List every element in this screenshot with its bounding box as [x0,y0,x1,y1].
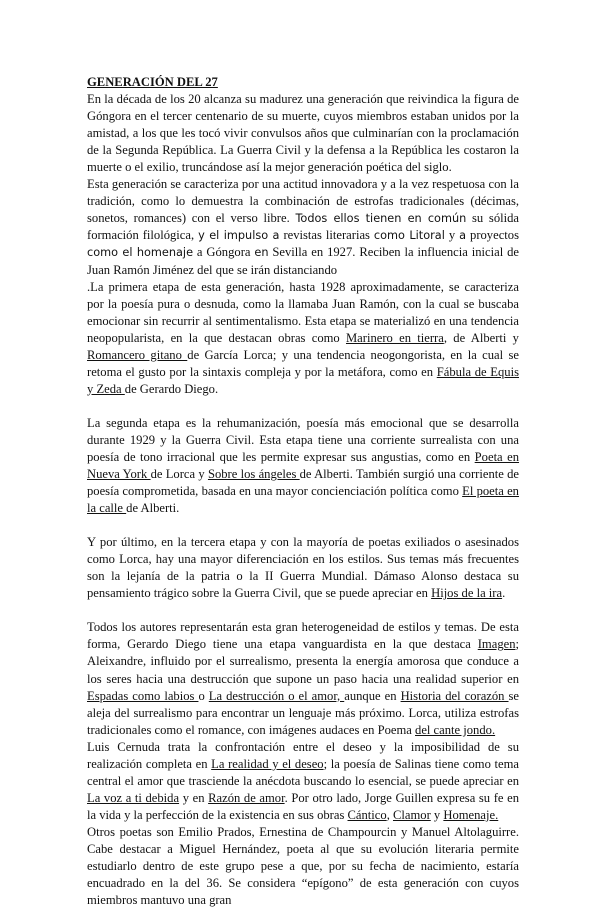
text-segment: su sólida formación filológica, [87,211,520,243]
page-title: GENERACIÓN DEL 27 [87,75,218,89]
text-segment: y [430,807,444,822]
work-title: Clamor [392,807,431,822]
text-segment: Y por último, en la tercera etapa y con la mayoría de poetas exiliados o asesinados como Lorca, hay una mayor diferenciación en los estilos. Sus temas más frecuentes son la lejanía de la patria o la II Guerra Mundial. Dámaso Alonso destaca su pensamiento trágico sobre la Guerra Civil, que se puede apreciar en [87,535,519,601]
paragraph-intro [87,91,519,176]
work-title: Marinero en tierra [345,330,444,345]
paragraph-cernuda-salinas [87,739,519,824]
work-title: La voz a ti debida [87,790,180,805]
paragraph-second-stage [87,415,519,517]
work-title: Imagen [477,637,516,652]
text-segment: Todos los autores representarán esta gran heterogeneidad de estilos y temas. De esta forma, Gerardo Diego tiene una etapa vanguardista en la que destaca [87,620,519,652]
paragraph-other-poets [87,824,519,909]
text-segment: . Por otro lado, Jorge Guillen expresa su fe en la vida y la perfección de la existencia en sus obras [87,790,519,822]
text-segment: de Gerardo Diego. [124,381,219,396]
text-segment: Sevilla en 1927. Reciben la influencia inicial de Juan Ramón Jiménez del que se irán distanciando [87,245,519,277]
work-title: Cántico [347,807,387,822]
paragraph-first-stage [87,279,519,398]
paragraph-characteristics [87,176,519,278]
text-segment: Luis Cernuda trata la confrontación entre el deseo y la imposibilidad de su realización completa en [87,739,519,771]
paragraph-authors [87,619,519,738]
text-segment: .La primera etapa de esta generación, hasta 1928 aproximadamente, se caracteriza por la poesía pura o desnuda, como la llamaba Juan Ramón, con la cual se buscaba emocionar sin recurrir al sentimentalismo. Esta etapa se materializó en una tendencia neopopularista, en la que destacan obras como [87,279,519,345]
text-segment: de Alberti. [126,501,180,516]
text-segment-sans: como el homenaje [87,246,194,260]
text-segment-sans: a [459,229,467,243]
text-segment-sans: como Litoral [373,229,445,243]
paragraph-gap [87,517,519,534]
text-segment: revistas literarias [279,228,374,243]
text-segment: aunque en [344,688,401,703]
text-segment: Esta generación se caracteriza por una actitud innovadora y a la vez respetuosa con la tradición, como lo demuestra la combinación de estrofas tradicionales (décimas, sonetos, romances) con el verso libre. [87,177,519,226]
work-title: Fábula de Equis y Zeda [87,364,519,396]
work-title: Historia del corazón [400,688,509,703]
text-segment: Otros poetas son Emilio Prados, Ernestina de Champourcin y Manuel Altolaguirre. Cabe destacar a Miguel Hernández, poeta al que su evolución literaria permite estudiarlo dentro de este grupo pese a que, por su fecha de nacimiento, estaría encuadrado en la del 36. Se considera “epígono” de esta generación con cuyos miembros mantuvo una gran [87,824,519,908]
text-segment: La segunda etapa es la rehumanización, poesía más emocional que se desarrolla durante 1929 y la Guerra Civil. Esta etapa tiene una corriente surrealista con una poesía de tono irracional que les permite expresar sus angustias, como en [87,415,519,464]
work-title: Razón de amor [208,790,285,805]
text-segment: , [386,807,393,822]
text-segment: ; la poesía de Salinas tiene como tema central el amor que trasciende la anécdota buscando lo esencial, se puede apreciar en [87,756,519,788]
work-title: Poeta en Nueva York [87,449,520,482]
text-segment: proyectos [466,228,519,243]
text-segment: de Lorca y [150,467,208,482]
text-segment-sans: en [254,246,269,260]
text-segment: de Alberti. También surgió una corriente de poesía comprometida, basada en una mayor concienciación política como [87,467,519,499]
work-title: El poeta en la calle [87,484,519,516]
work-title: Romancero gitano [87,347,188,362]
text-segment: a Góngora [193,245,255,260]
work-title: Hijos de la ira [431,586,503,601]
text-segment-sans: Todos ellos tienen en común [295,212,467,226]
text-segment: , de Alberti y [443,330,519,345]
work-title: Sobre los ángeles [207,467,300,482]
text-segment: ; Aleixandre, influido por el surrealismo, presenta la energía amorosa que conduce a los seres hacia una destrucción que supone un paso hacia una realidad superior en [87,637,519,686]
work-title: Homenaje. [443,807,499,822]
work-title: La destrucción o el amor, [208,688,345,703]
intro-text: En la década de los 20 alcanza su madurez una generación que reivindica la figura de Góngora en el tercer centenario de su muerte, cuyos miembros estaban unidos por la amistad, a los que les tocó vivir convulsos años que culminarían con la proclamación de la Segunda República. La Guerra Civil y la defensa a la República les costaron la muerte o el exilio, truncándose así la mejor generación poética del siglo. [87,92,519,175]
text-segment: y en [179,790,209,805]
work-title: Espadas como labios [87,688,199,703]
text-segment: o [198,688,209,703]
text-segment-sans: y el impulso a [198,229,280,243]
work-title: del cante jondo. [415,722,496,737]
text-segment: . [502,586,506,601]
text-segment: se aleja del surrealismo para encontrar un lenguaje más próximo. Lorca, utiliza estrofas tradicionales como el romance, con imágenes audaces en Poema [87,688,520,737]
paragraph-third-stage [87,534,519,602]
text-segment: de García Lorca; y una tendencia neogongorista, en la cual se retoma el gusto por la sintaxis compleja y por la metáfora, como en [87,347,519,379]
paragraph-gap [87,602,519,619]
text-segment: y [444,228,460,243]
document-page [87,74,519,909]
paragraph-gap [87,398,519,415]
work-title: La realidad y el deseo [211,756,324,771]
